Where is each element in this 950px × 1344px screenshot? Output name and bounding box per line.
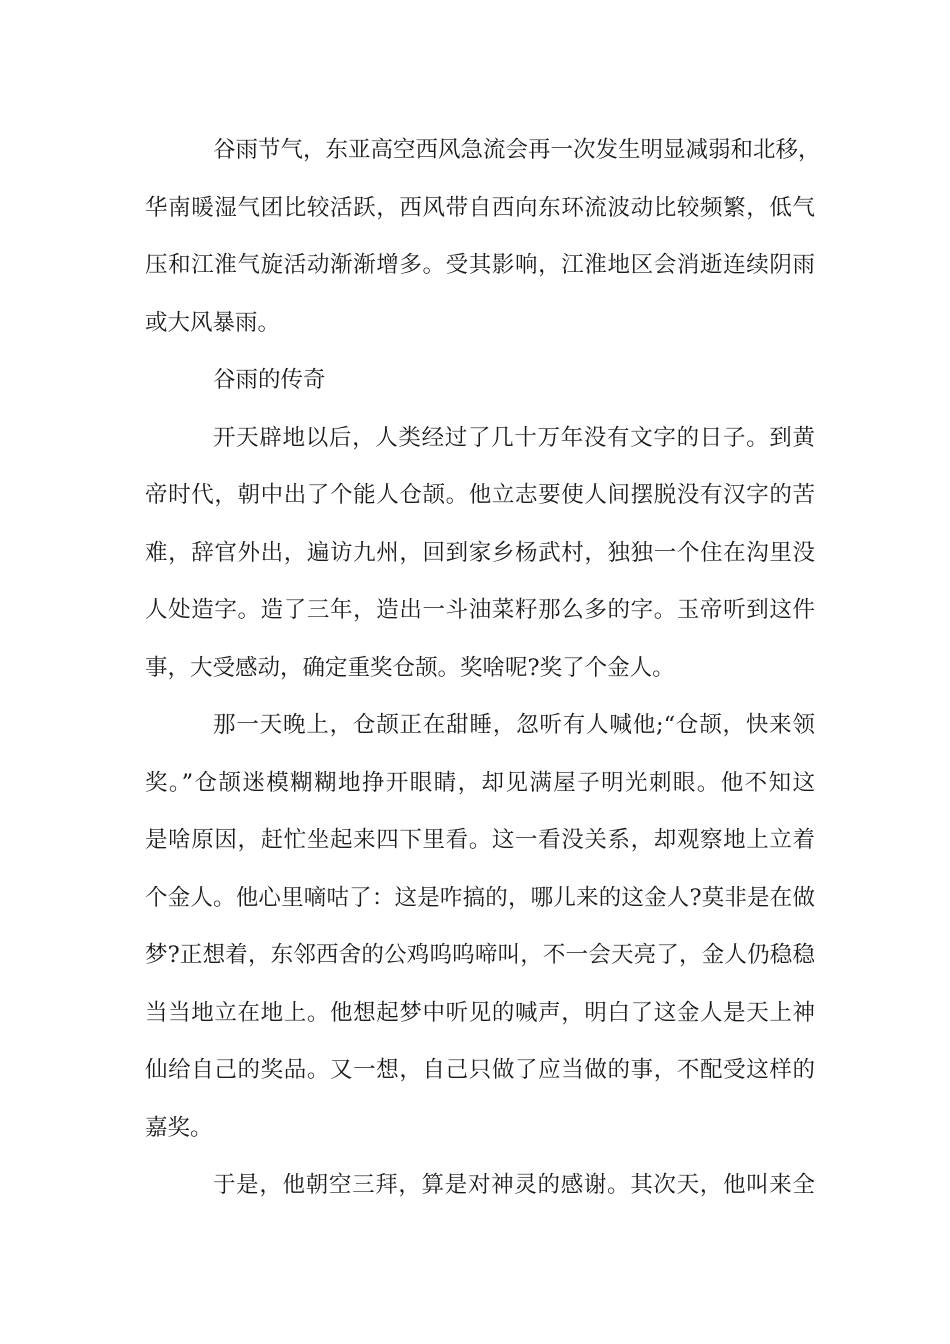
paragraph-line: 开天辟地以后，人类经过了几十万年没有文字的日子。到黄 [213,424,815,451]
paragraph-line: 嘉奖。 [145,1114,213,1141]
paragraph-line: 那一天晚上，仓颉正在甜睡，忽听有人喊他;“仓颉，快来领 [213,712,815,738]
paragraph-line: 或大风暴雨。 [145,309,281,336]
paragraph-line: 是啥原因，赶忙坐起来四下里看。这一看没关系，却观察地上立着 [145,827,815,853]
paragraph-line: 谷雨节气，东亚高空西风急流会再一次发生明显减弱和北移， [213,137,821,163]
paragraph-line: 于是，他朝空三拜，算是对神灵的感谢。其次天，他叫来全 [213,1172,815,1198]
document-body [145,122,821,1215]
paragraph-line: 个金人。他心里嘀咕了：这是咋搞的，哪儿来的这金人?莫非是在做 [145,884,815,911]
paragraph-3 [145,697,815,1157]
paragraph-line: 事，大受感动，确定重奖仓颉。奖啥呢?奖了个金人。 [145,654,675,681]
paragraph-line: 帝时代，朝中出了个能人仓颉。他立志要使人间摆脱没有汉字的苦 [145,482,815,508]
paragraph-2 [145,410,815,698]
paragraph-line: 人处造字。造了三年，造出一斗油菜籽那么多的字。玉帝听到这件 [145,597,815,623]
paragraph-1 [145,122,821,352]
paragraph-line: 仙给自己的奖品。又一想，自己只做了应当做的事，不配受这样的 [145,1057,815,1083]
paragraph-line: 梦?正想着，东邻西舍的公鸡呜呜啼叫，不一会天亮了，金人仍稳稳 [145,942,815,968]
paragraph-line: 压和江淮气旋活动渐渐增多。受其影响，江淮地区会消逝连续阴雨 [145,252,815,278]
paragraph-4 [145,1157,815,1215]
paragraph-line: 华南暖湿气团比较活跃，西风带自西向东环流波动比较频繁，低气 [145,194,815,221]
paragraph-line: 奖。”仓颉迷模糊糊地挣开眼睛，却见满屋子明光刺眼。他不知这 [145,769,815,796]
paragraph-line: 难，辞官外出，遍访九州，回到家乡杨武村，独独一个住在沟里没 [145,539,815,566]
section-heading [145,352,815,410]
paragraph-line: 当当地立在地上。他想起梦中听见的喊声，明白了这金人是天上神 [145,999,815,1026]
section-heading-text: 谷雨的传奇 [213,367,326,393]
